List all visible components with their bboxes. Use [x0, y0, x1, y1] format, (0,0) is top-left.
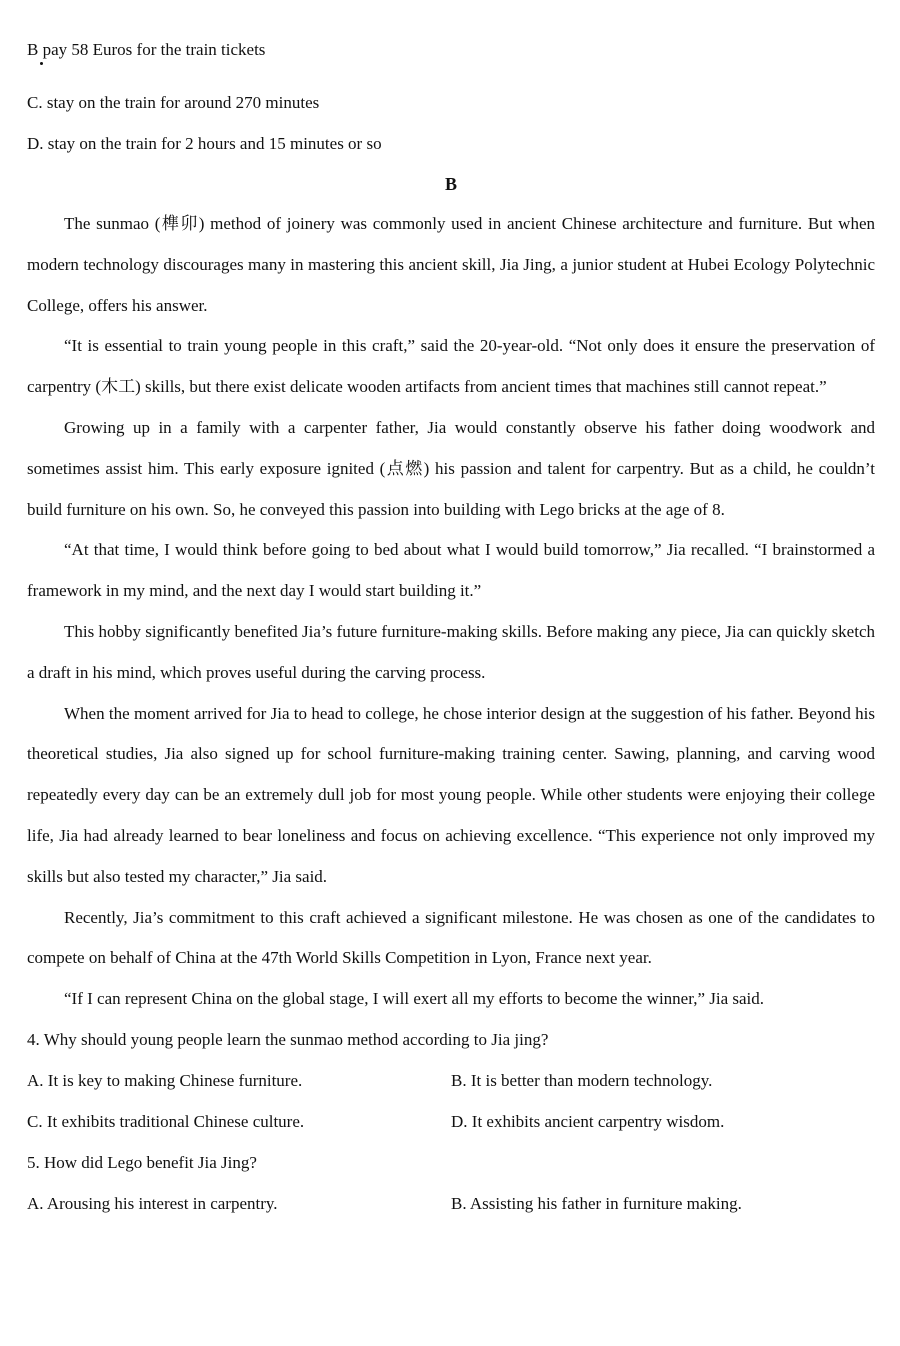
choice-c: C. It exhibits traditional Chinese culture. [27, 1111, 305, 1131]
paragraph-2: “It is essential to train young people in this craft,” said the 20-year-old. “Not only does it ensure the preservation of carpentry (木工) skills, but there exist delicate wooden artifacts from ancient times that machines still cannot repeat.” [27, 336, 875, 397]
question-stem: 4. Why should young people learn the sunmao method according to Jia jing? [27, 1029, 549, 1049]
choice-row [27, 1071, 875, 1091]
choice-a: A. Arousing his interest in carpentry. [27, 1193, 278, 1213]
choice-a: A. It is key to making Chinese furniture. [27, 1070, 303, 1090]
paragraph-7: Recently, Jia’s commitment to this craft achieved a significant milestone. He was chosen as one of the candidates to compete on behalf of China at the 47th World Skills Competition in Lyon, France next year. [27, 907, 875, 968]
option-b: B pay 58 Euros for the train tickets [27, 40, 266, 59]
choice-d: D. It exhibits ancient carpentry wisdom. [451, 1111, 725, 1131]
choice-b: B. It is better than modern technology. [451, 1070, 713, 1090]
paragraph-3: Growing up in a family with a carpenter father, Jia would constantly observe his father doing woodwork and sometimes assist him. This early exposure ignited (点燃) his passion and talent for carpentry. But as a child, he couldn’t build furniture on his own. So, he conveyed this passion into building with Lego bricks at the age of 8. [27, 417, 875, 519]
paragraph-6: When the moment arrived for Jia to head to college, he chose interior design at the suggestion of his father. Beyond his theoretical studies, Jia also signed up for school furniture-making training center. Sawing, planning, and carving wood repeatedly every day can be an extremely dull job for most young people. While other students were enjoying their college life, Jia had already learned to bear loneliness and focus on achieving excellence. “This experience not only improved my skills but also tested my character,” Jia said. [27, 703, 875, 886]
choice-row [27, 1194, 875, 1214]
choice-row [27, 1112, 875, 1132]
question-5 [27, 1153, 875, 1214]
paragraph-5: This hobby significantly benefited Jia’s future furniture-making skills. Before making any piece, Jia can quickly sketch a draft in his mind, which proves useful during the carving process. [27, 621, 875, 682]
option-c: C. stay on the train for around 270 minutes [27, 93, 320, 112]
question-4 [27, 1030, 875, 1132]
option-d: D. stay on the train for 2 hours and 15 minutes or so [27, 134, 382, 153]
choice-b: B. Assisting his father in furniture making. [451, 1193, 742, 1213]
document-page [27, 40, 875, 1214]
paragraph-8: “If I can represent China on the global stage, I will exert all my efforts to become the winner,” Jia said. [64, 989, 765, 1009]
section-title: B [444, 174, 457, 194]
question-stem: 5. How did Lego benefit Jia Jing? [27, 1152, 257, 1172]
paragraph-1: The sunmao (榫卯) method of joinery was commonly used in ancient Chinese architecture and furniture. But when modern technology discourages many in mastering this ancient skill, Jia Jing, a junior student at Hubei Ecology Polytechnic College, offers his answer. [27, 214, 875, 315]
paragraph-4: “At that time, I would think before going to bed about what I would build tomorrow,” Jia recalled. “I brainstormed a framework in my mind, and the next day I would start building it.” [27, 540, 875, 601]
dot-mark [40, 62, 43, 65]
passage [27, 204, 875, 1020]
